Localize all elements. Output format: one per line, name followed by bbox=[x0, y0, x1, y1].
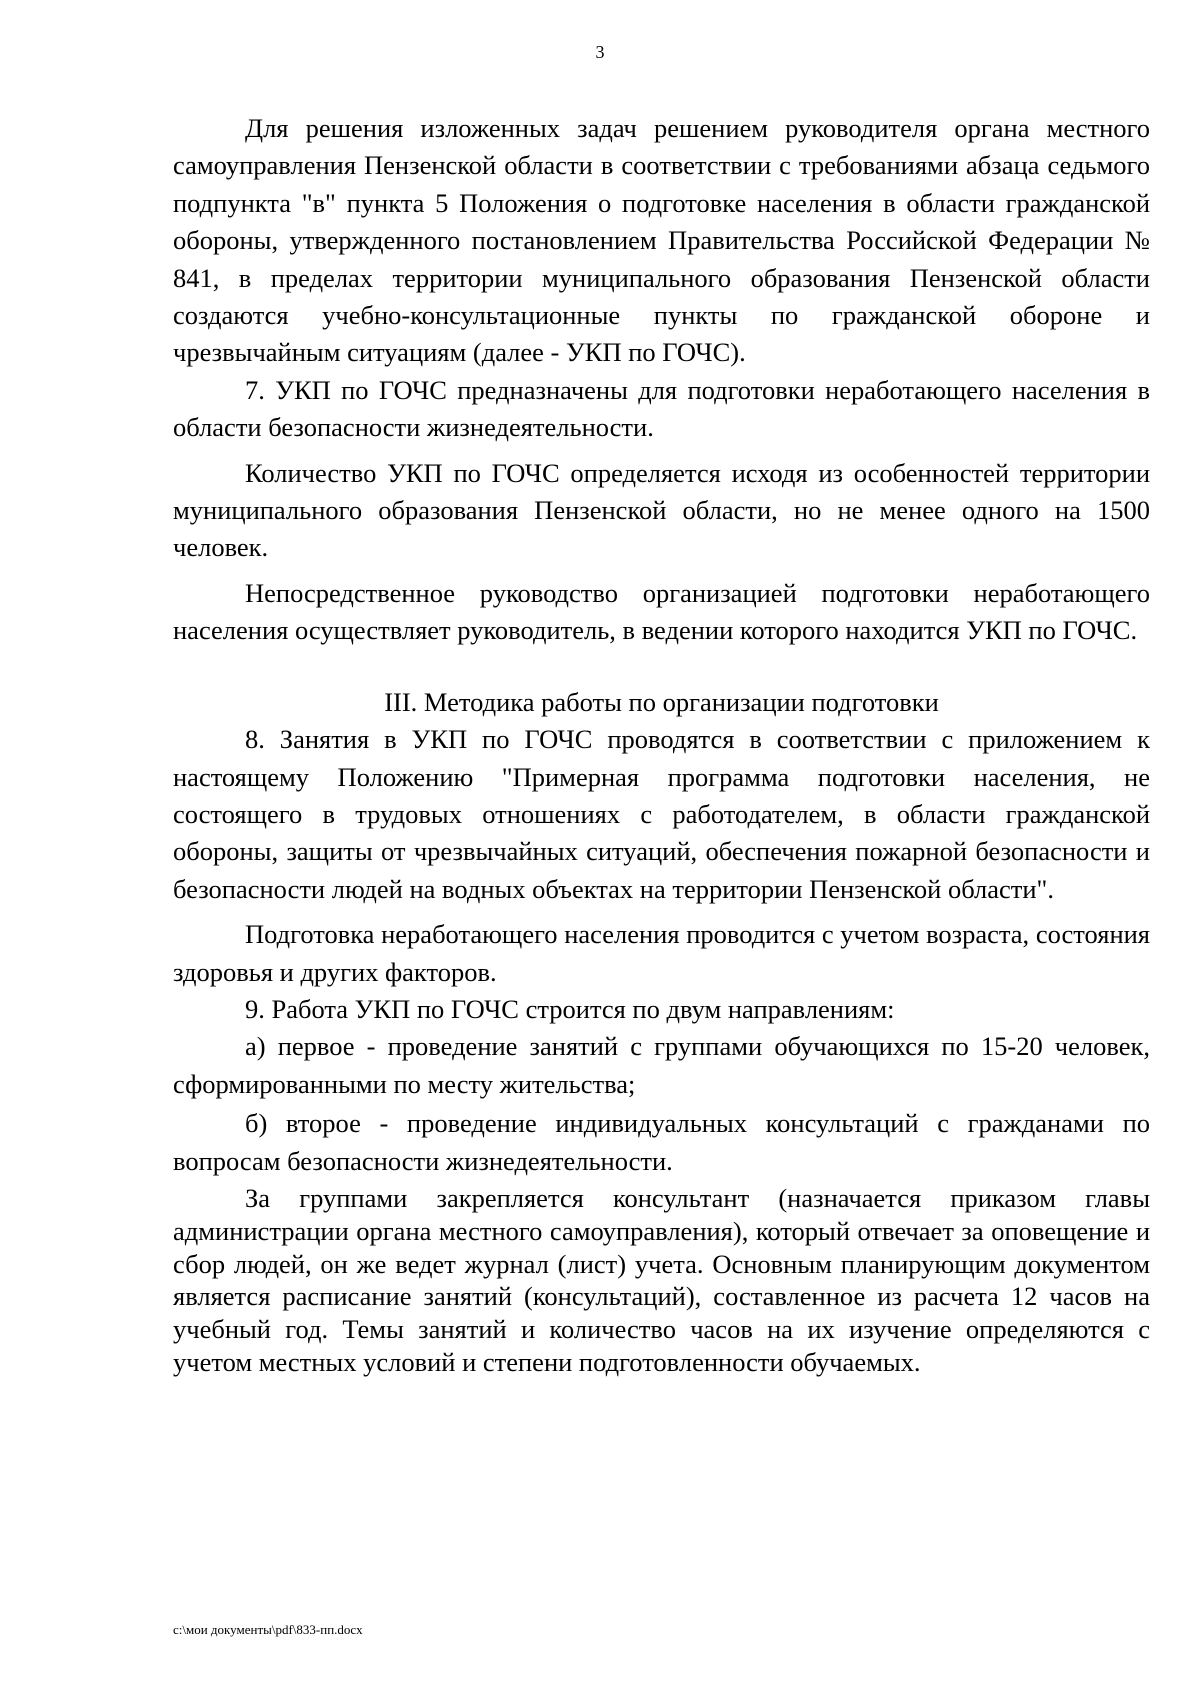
paragraph-training-factors: Подготовка неработающего населения проводится с учетом возраста, состояния здоровья и других факторов. bbox=[173, 919, 1150, 987]
paragraph-9-directions: 9. Работа УКП по ГОЧС строится по двум направлениям: bbox=[245, 993, 895, 1024]
paragraph-consultant: За группами закрепляется консультант (назначается приказом главы администрации органа местного самоуправления), который отвечает за оповещение и сбор людей, он же ведет журнал (лист) учета. Основным планирующим документом является расписание занятий (консультаций), составленное из расчета 12 часов на учебный год. Темы занятий и количество часов на их изучение определяются с учетом местных условий и степени подготовленности обучаемых. bbox=[173, 1182, 1150, 1377]
paragraph-7-purpose: 7. УКП по ГОЧС предназначены для подготовки неработающего населения в области безопасности жизнедеятельности. bbox=[173, 374, 1150, 443]
page-number: 3 bbox=[595, 42, 605, 62]
paragraph-8-lessons: 8. Занятия в УКП по ГОЧС проводятся в соответствии с приложением к настоящему Положению "Примерная программа подготовки населения, не состоящего в трудовых отношениях с работодателем, в области гражданской обороны, защиты от чрезвычайных ситуаций, обеспечения пожарной безопасности и безопасности людей на водных объектах на территории Пензенской области". bbox=[173, 724, 1150, 904]
paragraph-direction-b: б) второе - проведение индивидуальных консультаций с гражданами по вопросам безопасности жизнедеятельности. bbox=[173, 1108, 1150, 1176]
document-body bbox=[173, 110, 1150, 1379]
paragraph-direction-a: а) первое - проведение занятий с группами обучающихся по 15-20 человек, сформированными по месту жительства; bbox=[173, 1031, 1150, 1099]
footer-file-path: c:\мои документы\pdf\833-пп.docx bbox=[173, 1622, 363, 1637]
paragraph-ukp-creation: Для решения изложенных задач решением руководителя органа местного самоуправления Пензенской области в соответствии с требованиями абзаца седьмого подпункта "в" пункта 5 Положения о подготовке населения в области гражданской обороны, утвержденного постановлением Правительства Российской Федерации № 841, в пределах территории муниципального образования Пензенской области создаются учебно-консультационные пункты по гражданской обороне и чрезвычайным ситуациям (далее - УКП по ГОЧС). bbox=[173, 113, 1150, 368]
section-title: III. Методика работы по организации подготовки bbox=[384, 686, 939, 717]
paragraph-direct-management: Непосредственное руководство организацией подготовки неработающего населения осуществляет руководитель, в ведении которого находится УКП по ГОЧС. bbox=[173, 577, 1150, 646]
paragraph-ukp-quantity: Количество УКП по ГОЧС определяется исходя из особенностей территории муниципального образования Пензенской области, но не менее одного на 1500 человек. bbox=[173, 457, 1150, 563]
